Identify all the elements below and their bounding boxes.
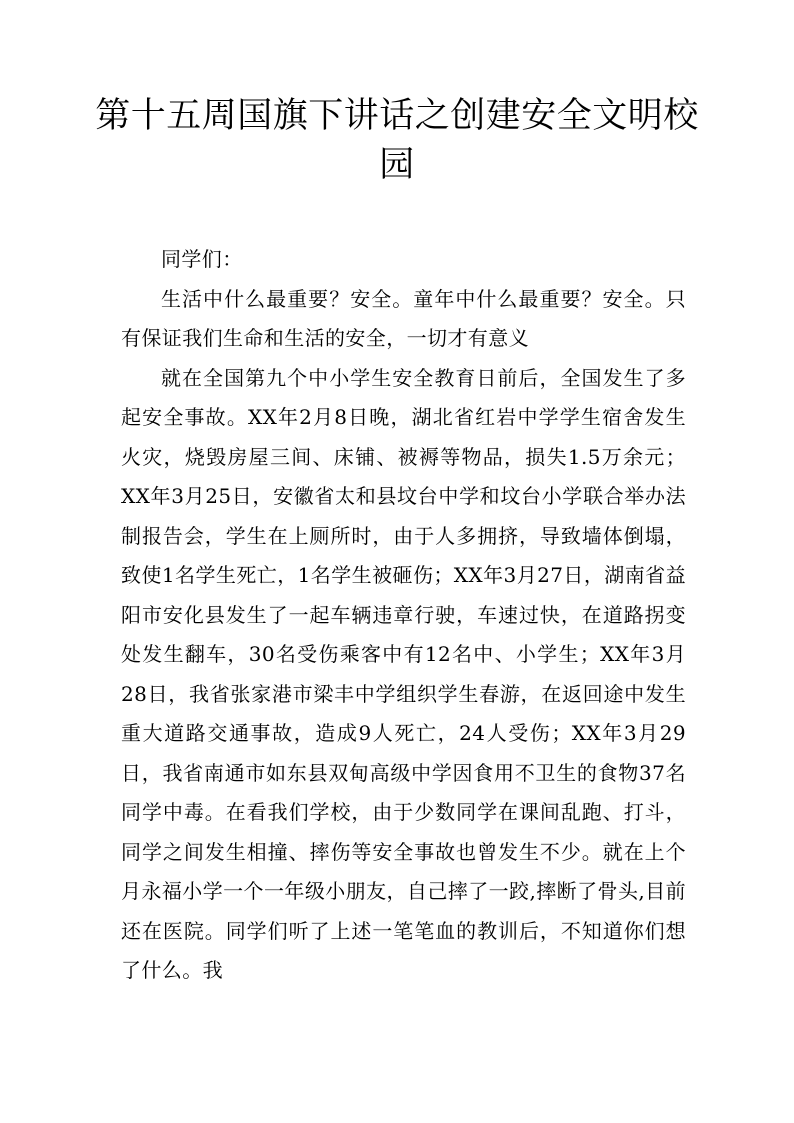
- document-body: [121, 240, 686, 991]
- paragraph-intro: 生活中什么最重要？安全。童年中什么最重要？安全。只有保证我们生命和生活的安全，一切才有意义: [121, 286, 686, 350]
- document-title: 第十五周国旗下讲话之创建安全文明校园: [95, 96, 699, 185]
- paragraph-salutation: 同学们：: [161, 247, 243, 271]
- paragraph-accidents: 就在全国第九个中小学生安全教育日前后，全国发生了多起安全事故。XX年2月8日晚，湖北省红岩中学学生宿舍发生火灾，烧毁房屋三间、床铺、被褥等物品，损失1.5万余元；XX年3月25日，安徽省太和县坟台中学和坟台小学联合举办法制报告会，学生在上厕所时，由于人多拥挤，导致墙体倒塌，致使1名学生死亡，1名学生被砸伤；XX年3月27日，湖南省益阳市安化县发生了一起车辆违章行驶，车速过快，在道路拐变处发生翻车，30名受伤乘客中有12名中、小学生；XX年3月28日，我省张家港市梁丰中学组织学生春游，在返回途中发生重大道路交通事故，造成9人死亡，24人受伤；XX年3月29日，我省南通市如东县双甸高级中学因食用不卫生的食物37名同学中毒。在看我们学校，由于少数同学在课间乱跑、打斗，同学之间发生相撞、摔伤等安全事故也曾发生不少。就在上个月永福小学一个一年级小朋友，自己摔了一跤,摔断了骨头,目前还在医院。同学们听了上述一笔笔血的教训后，不知道你们想了什么。我: [121, 365, 686, 982]
